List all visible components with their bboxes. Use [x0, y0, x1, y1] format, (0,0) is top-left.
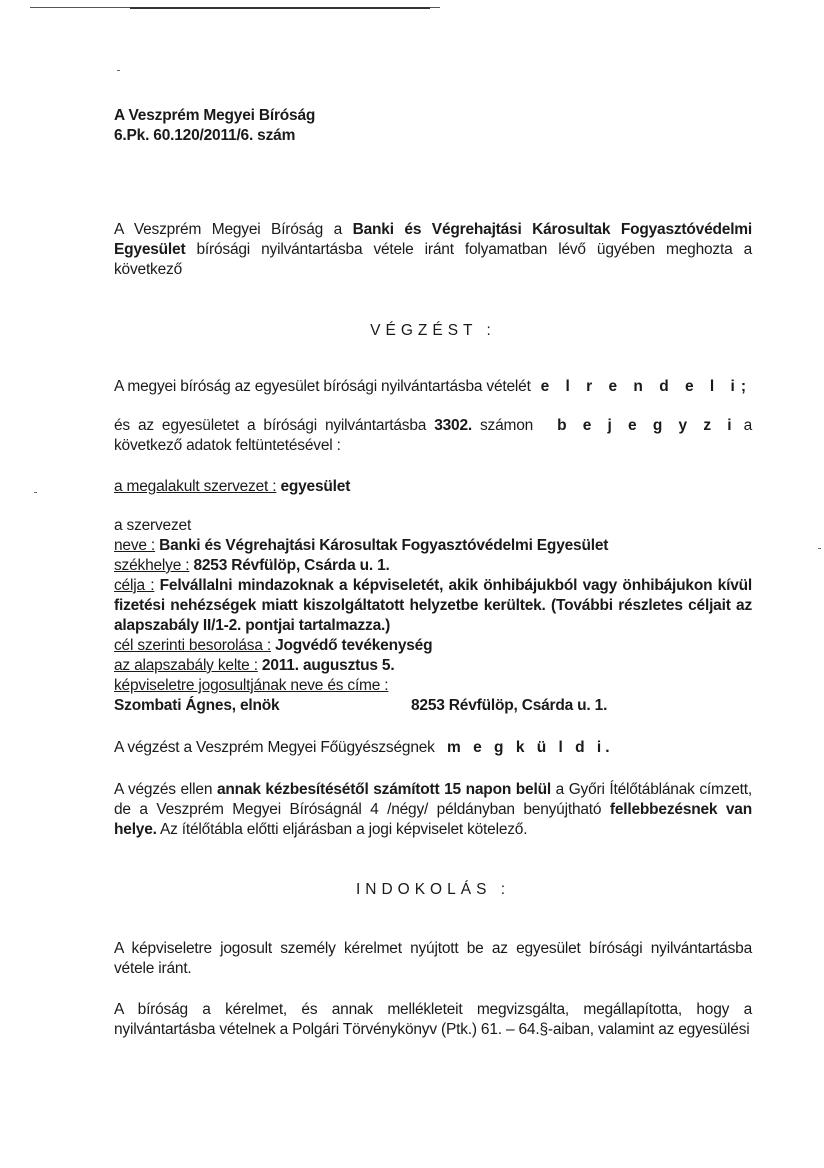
scan-artifact-line	[130, 7, 430, 9]
intro-paragraph	[114, 220, 752, 280]
reasoning-title: INDOKOLÁS :	[355, 881, 511, 898]
intro-text-rest: bírósági nyilvántartásba vétele iránt folyamatban lévő ügyében meghozta a következő	[114, 241, 752, 278]
appeal-right: fellebbezésnek van helye.	[114, 801, 752, 838]
case-number: 6.Pk. 60.120/2011/6. szám	[114, 127, 296, 144]
date-label: az alapszabály kelte :	[114, 657, 258, 674]
document-header	[114, 106, 752, 146]
representative-label: képviseletre jogosultjának neve és címe :	[114, 677, 389, 694]
reasoning-paragraph-1: A képviseletre jogosult személy kérelmet nyújtott be az egyesület bírósági nyilvántartásba vétele iránt.	[114, 940, 752, 977]
order-text: számon	[472, 417, 542, 434]
appeal-text: Az ítélőtábla előtti eljárásban a jogi képviselet kötelező.	[156, 821, 528, 838]
seat-value: 8253 Révfülöp, Csárda u. 1.	[189, 557, 390, 574]
order-line-2	[114, 416, 752, 456]
representative-details	[114, 696, 752, 716]
scan-speck	[34, 492, 37, 493]
register-number: 3302.	[434, 417, 472, 434]
organization-details	[114, 516, 752, 716]
court-name: A Veszprém Megyei Bíróság	[114, 107, 316, 124]
scan-speck	[818, 548, 821, 549]
formed-label: a megalakult szervezet :	[114, 478, 277, 495]
intro-text: A Veszprém Megyei Bíróság a	[114, 221, 353, 238]
aim-value: Felvállalni mindazoknak a képviseletét, akik önhibájukból vagy önhibájukon kívül fizetési nehézségek miatt kiszolgáltatott helyzetbe kerültek. (További részletes céljait az alapszabály II/1-2. pontjai tartalmazza.)	[114, 577, 752, 634]
order-text: A megyei bíróság az egyesület bírósági nyilvántartásba vételét	[114, 378, 531, 395]
send-line	[114, 738, 752, 758]
aim-label: célja :	[114, 577, 155, 594]
order-verb: e l r e n d e l i;	[540, 378, 752, 395]
appeal-paragraph	[114, 780, 752, 840]
organization-heading: a szervezet	[114, 517, 192, 534]
representative-row	[114, 676, 752, 696]
seat-label: székhelye :	[114, 557, 190, 574]
representative-address: 8253 Révfülöp, Csárda u. 1.	[411, 697, 608, 714]
order-title: VÉGZÉST :	[370, 322, 496, 339]
send-verb: m e g k ü l d i.	[447, 739, 614, 756]
order-text: és az egyesületet a bírósági nyilvántartásba	[114, 417, 435, 434]
appeal-deadline: annak kézbesítésétől számított 15 napon belül	[216, 781, 551, 798]
representative-name: Szombati Ágnes, elnök	[114, 697, 280, 714]
class-value: Jogvédő tevékenység	[270, 637, 433, 654]
appeal-text: a Győri Ítélőtáblának címzett, de a Veszprém Megyei Bíróságnál 4 /négy/ példányban benyújtható	[114, 781, 753, 818]
order-verb: b e j e g y z i	[557, 417, 736, 434]
scan-speck	[117, 70, 120, 71]
appeal-text: A végzés ellen	[114, 781, 217, 798]
order-line-1	[114, 377, 752, 397]
organization-name: Banki és Végrehajtási Károsultak Fogyasztóvédelmi Egyesület	[114, 221, 752, 258]
document-page	[114, 106, 752, 1040]
name-row	[114, 536, 752, 556]
seat-row	[114, 556, 752, 576]
date-value: 2011. augusztus 5.	[257, 657, 395, 674]
date-row	[114, 656, 752, 676]
name-label: neve :	[114, 537, 156, 554]
send-text: A végzést a Veszprém Megyei Főügyészségnek	[114, 739, 435, 756]
class-row	[114, 636, 752, 656]
reasoning-paragraph-2: A bíróság a kérelmet, és annak mellékleteit megvizsgálta, megállapította, hogy a nyilvántartásba vételnek a Polgári Törvénykönyv (Ptk.) 61. – 64.§-aiban, valamint az egyesülési	[114, 1001, 752, 1038]
class-label: cél szerinti besorolása :	[114, 637, 271, 654]
order-text: a következő adatok feltüntetésével :	[114, 417, 752, 454]
name-value: Banki és Végrehajtási Károsultak Fogyasztóvédelmi Egyesület	[155, 537, 609, 554]
formed-value: egyesület	[276, 478, 351, 495]
formed-line	[114, 477, 752, 497]
aim-row	[114, 576, 752, 636]
